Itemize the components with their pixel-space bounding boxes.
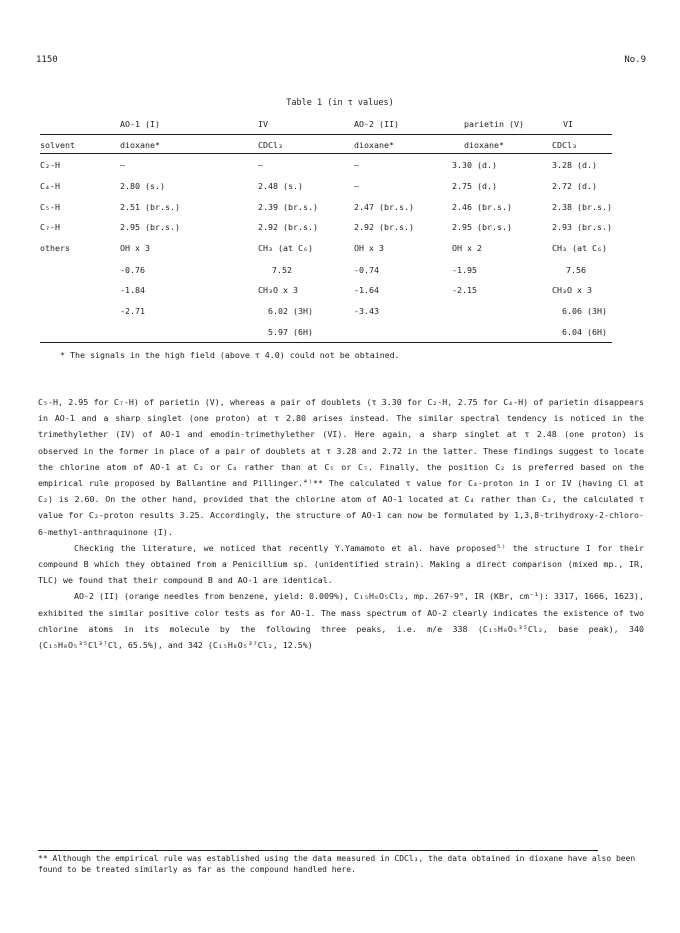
table-cell: 2.75 (d.) [452, 181, 497, 191]
table-cell: — [354, 160, 359, 170]
col-header-ao2: AO-2 (II) [354, 119, 399, 129]
table-cell: OH x 3 [354, 243, 384, 253]
table-header-rule [40, 153, 612, 154]
solvent-label: solvent [40, 140, 75, 150]
row-label: others [40, 243, 70, 253]
row-label: C₂-H [40, 160, 60, 170]
solvent-ao1: dioxane* [120, 140, 160, 150]
table-cell: CH₃O x 3 [552, 285, 592, 295]
table-cell: -2.15 [452, 285, 477, 295]
table-cell: -3.43 [354, 306, 379, 316]
table-cell: 2.48 (s.) [258, 181, 303, 191]
table-cell: 2.95 (br.s.) [120, 222, 180, 232]
table-cell: — [354, 181, 359, 191]
col-header-ao1: AO-1 (I) [120, 119, 160, 129]
journal-issue: No.9 [624, 55, 646, 65]
table-cell: 3.28 (d.) [552, 160, 597, 170]
table-cell: 2.72 (d.) [552, 181, 597, 191]
table-cell: 2.92 (br.s.) [354, 222, 414, 232]
table-cell: 2.51 (br.s.) [120, 202, 180, 212]
table-cell: OH x 2 [452, 243, 482, 253]
paragraph: Checking the literature, we noticed that recently Y.Yamamoto et al. have proposed⁵⁾ the structure I for their compound B which they obtained from a Penicillium sp. (unidentified strain). Making a direct comparison (mixed mp., IR, TLC) we found that their compound B and AO-1 are identical. [38, 542, 644, 586]
col-header-parietin: parietin (V) [464, 119, 524, 129]
page-footnote: ** Although the empirical rule was established using the data measured in CDCl₃, the data obtained in dioxane have also been found to be treated similarly as far as the compound handled here. [38, 854, 636, 874]
table-cell: 5.97 (6H) [268, 327, 313, 337]
table-cell: 6.04 (6H) [562, 327, 607, 337]
solvent-iv: CDCl₃ [258, 140, 283, 150]
table-cell: 7.56 [566, 265, 586, 275]
table-footnote: * The signals in the high field (above τ 4.0) could not be obtained. [60, 350, 400, 360]
table-cell: CH₃ (at C₆) [552, 243, 607, 253]
table-cell: CH₃O x 3 [258, 285, 298, 295]
body-text [38, 394, 644, 653]
solvent-vi: CDCl₃ [552, 140, 577, 150]
table-top-rule [40, 134, 612, 135]
table-cell: 2.38 (br.s.) [552, 202, 612, 212]
table-cell: 2.46 (br.s.) [452, 202, 512, 212]
table-cell: 2.47 (br.s.) [354, 202, 414, 212]
table-cell: 2.80 (s.) [120, 181, 165, 191]
row-label: C₇-H [40, 222, 60, 232]
table-cell: -0.76 [120, 265, 145, 275]
table-cell: 7.52 [272, 265, 292, 275]
table-cell: 6.06 (3H) [562, 306, 607, 316]
table-cell: -1.84 [120, 285, 145, 295]
table-cell: 6.02 (3H) [268, 306, 313, 316]
table-cell: -1.64 [354, 285, 379, 295]
table-cell: — [120, 160, 125, 170]
row-label: C₅-H [40, 202, 60, 212]
table-title: Table 1 (in τ values) [286, 98, 394, 108]
table-cell: CH₃ (at C₆) [258, 243, 313, 253]
paragraph: C₅-H, 2.95 for C₇-H) of parietin (V), whereas a pair of doublets (τ 3.30 for C₂-H, 2.75 for C₄-H) of parietin disappears in AO-1 and a sharp singlet (one proton) at τ 2.80 arises instead. The similar spectral tendency is noticed in the trimethylether (IV) of AO-1 and emodin-trimethylether (VI). Here again, a sharp singlet at τ 2.48 (one proton) is observed in the former in place of a pair of doublets at τ 3.28 and 2.72 in the latter. These findings suggest to locate the chlorine atom of AO-1 at C₂ or C₄ rather than at C₅ or C₇. Finally, the position C₂ is preferred based on the empirical rule proposed by Ballantine and Pillinger.⁴⁾** The calculated τ value for C₄-proton in I or IV (having Cl at C₂) is 2.60. On the other hand, provided that the chlorine atom of AO-1 located at C₄ rather than C₂, the calculated τ value for C₂-proton results 3.25. Accordingly, the structure of AO-1 can now be formulated by 1,3,8-trihydroxy-2-chloro-6-methyl-anthraquinone (I). [38, 397, 644, 537]
table-cell: — [258, 160, 263, 170]
table-cell: OH x 3 [120, 243, 150, 253]
footnote-rule [38, 850, 598, 851]
table-bottom-rule [40, 342, 612, 343]
row-label: C₄-H [40, 181, 60, 191]
paragraph: AO-2 (II) (orange needles from benzene, yield: 0.009%), C₁₅H₈O₅Cl₂, mp. 267-9°, IR (KBr, cm⁻¹): 3317, 1666, 1623), exhibited the similar positive color tests as for AO-1. The mass spectrum of AO-2 clearly indicates the existence of two chlorine atoms in its molecule by the following three peaks, i.e. m/e 338 (C₁₅H₈O₅³⁵Cl₂, base peak), 340 (C₁₅H₈O₅³⁵Cl³⁷Cl, 65.5%), and 342 (C₁₅H₈O₅³⁷Cl₂, 12.5%) [38, 591, 644, 651]
table-cell: 2.95 (br.s.) [452, 222, 512, 232]
table-cell: -2.71 [120, 306, 145, 316]
solvent-ao2: dioxane* [354, 140, 394, 150]
page-number: 1150 [36, 55, 58, 65]
col-header-vi: VI [563, 119, 573, 129]
table-cell: 2.92 (br.s.) [258, 222, 318, 232]
table-cell: 2.39 (br.s.) [258, 202, 318, 212]
table-cell: 2.93 (br.s.) [552, 222, 612, 232]
solvent-parietin: dioxane* [464, 140, 504, 150]
table-cell: 3.30 (d.) [452, 160, 497, 170]
table-cell: -0.74 [354, 265, 379, 275]
col-header-iv: IV [258, 119, 268, 129]
table-cell: -1.95 [452, 265, 477, 275]
